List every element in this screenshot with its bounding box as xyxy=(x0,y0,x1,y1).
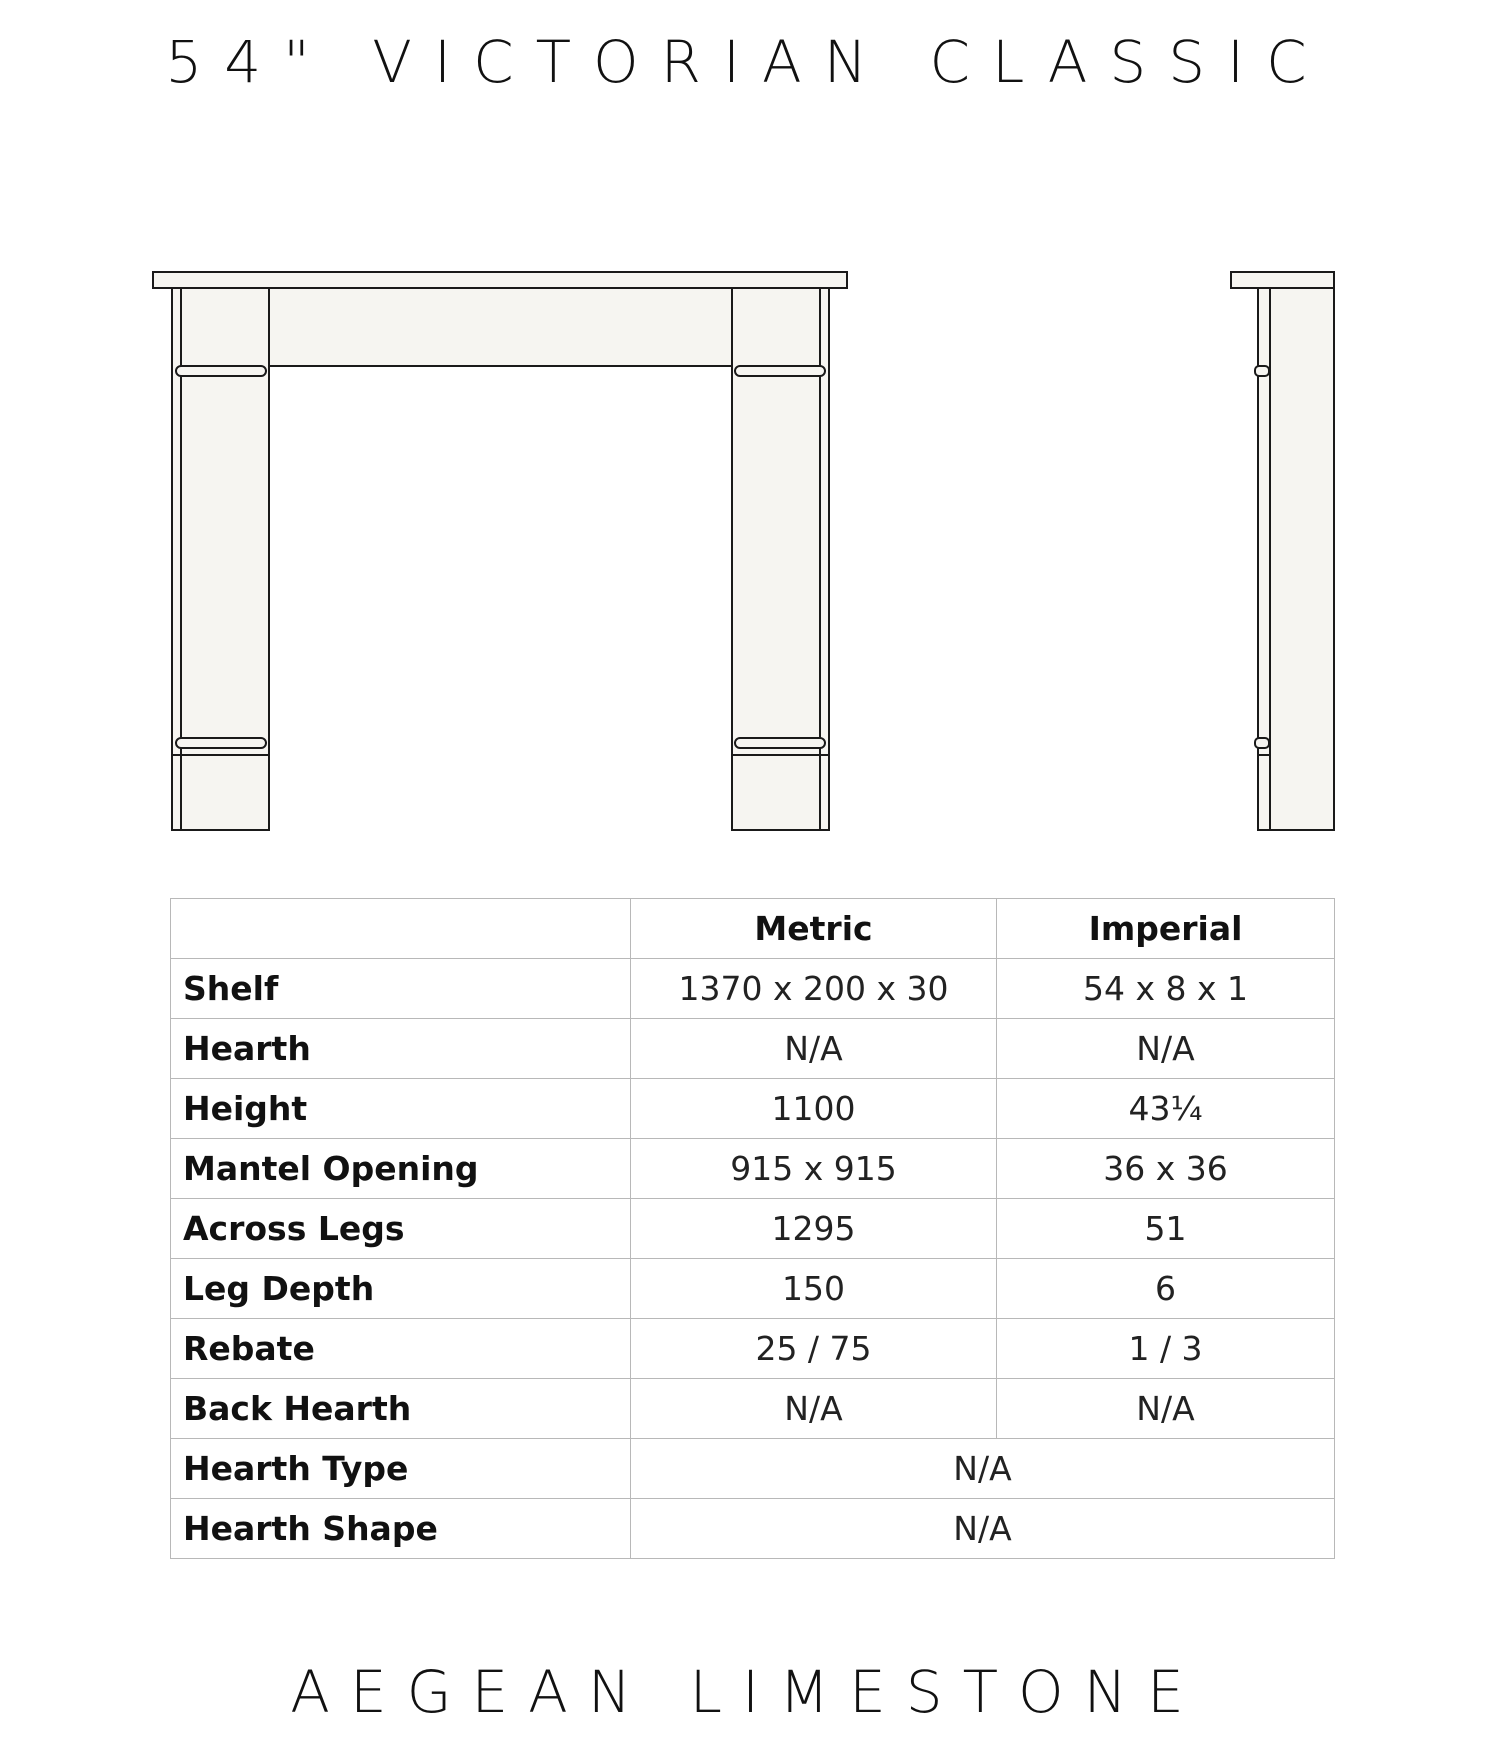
imperial-value: 54 x 8 x 1 xyxy=(997,959,1335,1019)
side-upper-moulding xyxy=(1255,366,1269,376)
table-row xyxy=(171,1079,1335,1139)
metric-value: N/A xyxy=(631,1379,997,1439)
table-row-merged xyxy=(171,1499,1335,1559)
table-row xyxy=(171,1019,1335,1079)
header-imperial: Imperial xyxy=(997,899,1335,959)
material-title: AEGEAN LIMESTONE xyxy=(290,1658,1204,1726)
front-frieze xyxy=(261,288,741,366)
left-leg-lower-moulding xyxy=(176,738,266,748)
row-label: Shelf xyxy=(171,959,631,1019)
header-metric: Metric xyxy=(631,899,997,959)
row-label: Hearth xyxy=(171,1019,631,1079)
table-row xyxy=(171,1379,1335,1439)
front-elevation xyxy=(153,272,847,830)
metric-value: 1295 xyxy=(631,1199,997,1259)
side-lower-moulding xyxy=(1255,738,1269,748)
metric-value: 150 xyxy=(631,1259,997,1319)
metric-value: 25 / 75 xyxy=(631,1319,997,1379)
row-label: Mantel Opening xyxy=(171,1139,631,1199)
spec-table xyxy=(170,898,1335,1559)
front-shelf xyxy=(153,272,847,288)
table-row xyxy=(171,1319,1335,1379)
table-row xyxy=(171,1199,1335,1259)
metric-value: N/A xyxy=(631,1019,997,1079)
imperial-value: 51 xyxy=(997,1199,1335,1259)
imperial-value: N/A xyxy=(997,1379,1335,1439)
row-label: Hearth Type xyxy=(171,1439,631,1499)
imperial-value: N/A xyxy=(997,1019,1335,1079)
left-leg-upper-moulding xyxy=(176,366,266,376)
table-row xyxy=(171,1259,1335,1319)
right-leg-lower-moulding xyxy=(735,738,825,748)
row-label: Across Legs xyxy=(171,1199,631,1259)
imperial-value: 1 / 3 xyxy=(997,1319,1335,1379)
side-shelf xyxy=(1231,272,1334,288)
table-header-row xyxy=(171,899,1335,959)
merged-value: N/A xyxy=(631,1439,1335,1499)
row-label: Rebate xyxy=(171,1319,631,1379)
row-label: Leg Depth xyxy=(171,1259,631,1319)
imperial-value: 43¼ xyxy=(997,1079,1335,1139)
header-blank xyxy=(171,899,631,959)
row-label: Height xyxy=(171,1079,631,1139)
table-row xyxy=(171,959,1335,1019)
imperial-value: 6 xyxy=(997,1259,1335,1319)
side-elevation xyxy=(1231,272,1334,830)
page-title: 54" VICTORIAN CLASSIC xyxy=(165,28,1329,96)
row-label: Hearth Shape xyxy=(171,1499,631,1559)
merged-value: N/A xyxy=(631,1499,1335,1559)
metric-value: 915 x 915 xyxy=(631,1139,997,1199)
mantel-drawing xyxy=(0,0,1494,860)
table-row-merged xyxy=(171,1439,1335,1499)
right-leg-upper-moulding xyxy=(735,366,825,376)
imperial-value: 36 x 36 xyxy=(997,1139,1335,1199)
metric-value: 1370 x 200 x 30 xyxy=(631,959,997,1019)
table-row xyxy=(171,1139,1335,1199)
row-label: Back Hearth xyxy=(171,1379,631,1439)
metric-value: 1100 xyxy=(631,1079,997,1139)
